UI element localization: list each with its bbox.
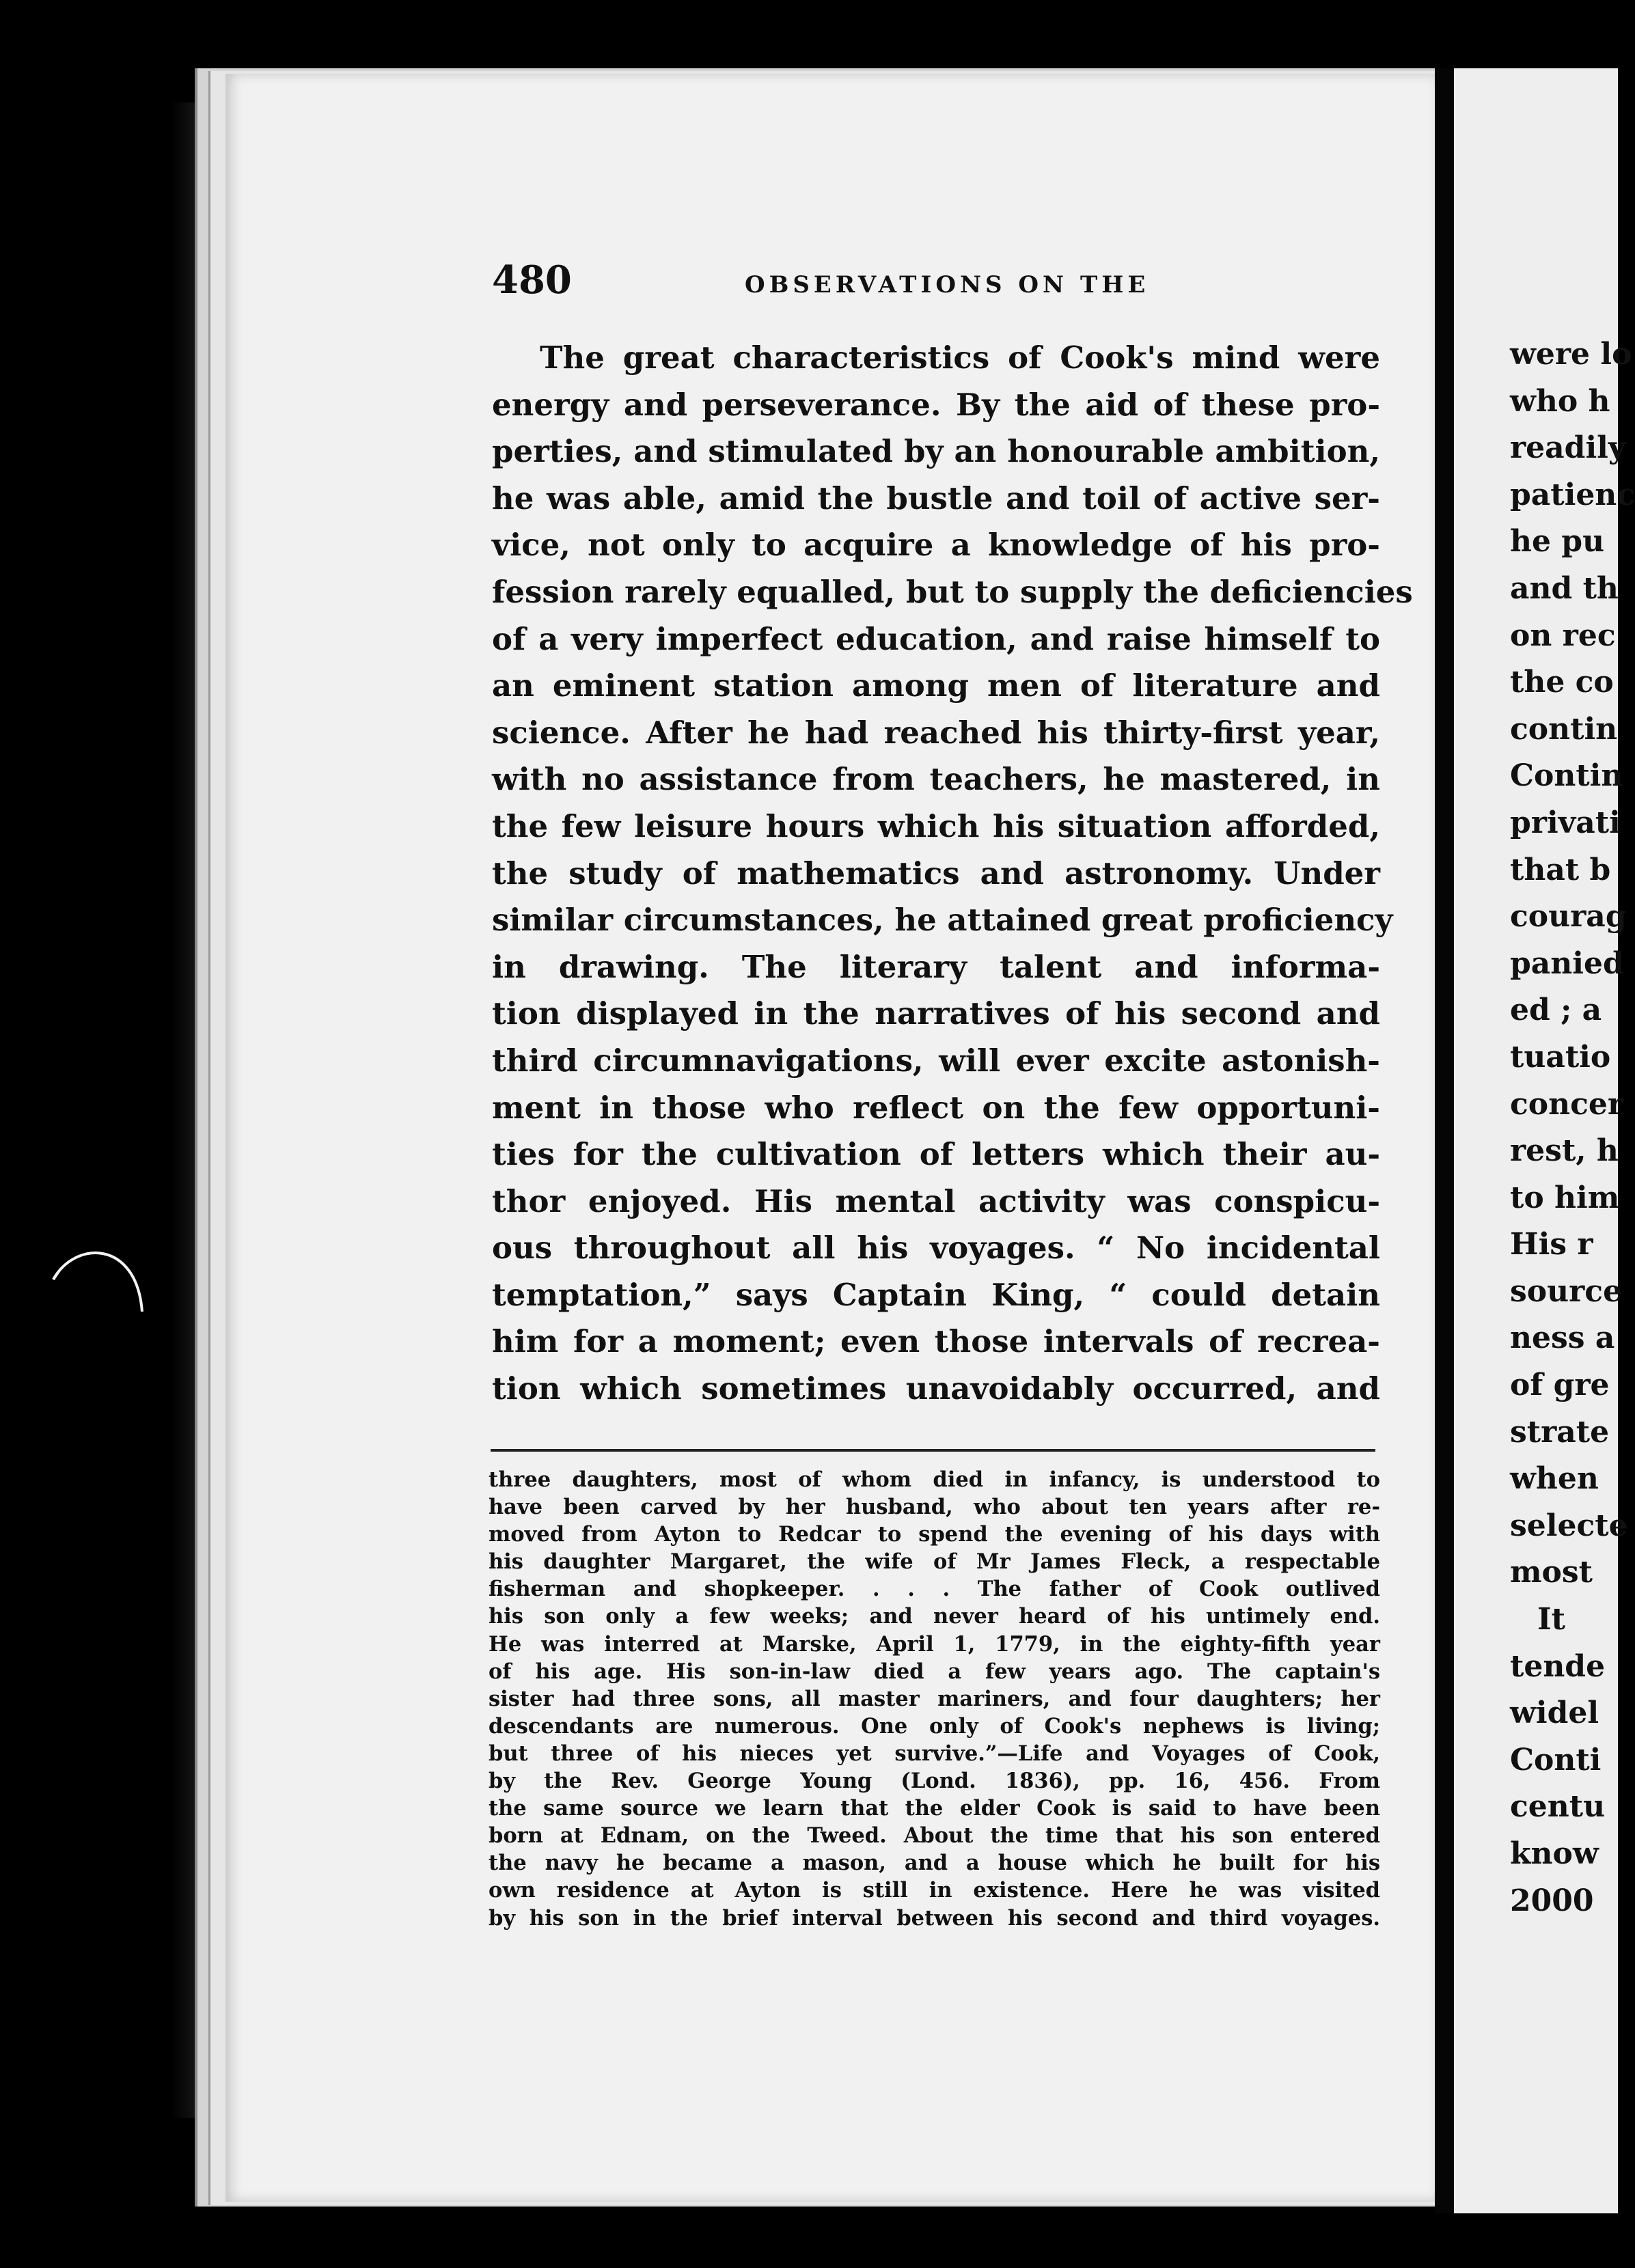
text-line: fession rarely equalled, but to supply the deficiencies	[492, 573, 1413, 610]
page-header	[492, 258, 1373, 319]
fragment-line: he pu	[1510, 524, 1605, 559]
text-line: science. After he had reached his thirty-first year,	[492, 714, 1380, 751]
fragment-line: to him	[1510, 1180, 1620, 1215]
text-line: with no assistance from teachers, he mastered, in	[492, 761, 1380, 798]
text-line: tion which sometimes unavoidably occurred, and	[492, 1370, 1380, 1407]
fragment-line: when	[1510, 1461, 1599, 1497]
footnote-line: three daughters, most of whom died in infancy, is understood to	[489, 1467, 1380, 1492]
footnote-line: born at Ednam, on the Tweed. About the time that his son entered	[489, 1823, 1380, 1849]
footnote-line: the same source we learn that the elder Cook is said to have been	[489, 1796, 1380, 1821]
running-title: OBSERVATIONS ON THE	[745, 271, 1150, 299]
fragment-line: His r	[1510, 1227, 1593, 1262]
footnote-line: by his son in the brief interval between his second and third voyages.	[489, 1905, 1380, 1931]
text-line: similar circumstances, he attained great proficiency	[492, 902, 1393, 939]
facing-page-text	[1510, 331, 1635, 1924]
text-line: vice, not only to acquire a knowledge of his pro-	[492, 527, 1380, 564]
text-line: in drawing. The literary talent and informa-	[492, 948, 1380, 985]
fragment-line: were lo	[1510, 337, 1632, 372]
footnote-rule	[491, 1449, 1375, 1452]
footnote-line: his daughter Margaret, the wife of Mr James Fleck, a respectable	[489, 1549, 1380, 1575]
fragment-line: tuatio	[1510, 1039, 1611, 1075]
text-line: ment in those who reflect on the few opportuni-	[492, 1089, 1380, 1126]
text-line: the study of mathematics and astronomy. Under	[492, 855, 1380, 891]
footnote-line: own residence at Ayton is still in existence. Here he was visited	[489, 1878, 1380, 1903]
text-line: ties for the cultivation of letters which their au-	[492, 1136, 1380, 1173]
text-line: thor enjoyed. His mental activity was conspicu-	[492, 1183, 1380, 1219]
left-dark-margin	[0, 0, 191, 2268]
fragment-line: Contin	[1510, 758, 1623, 794]
footnote-line: by the Rev. George Young (Lond. 1836), pp. 16, 456. From	[489, 1769, 1380, 1794]
footnote-line: the navy he became a mason, and a house which he built for his	[489, 1851, 1380, 1876]
footnote-line: of his age. His son-in-law died a few years ago. The captain's	[489, 1659, 1380, 1684]
page-number: 480	[492, 258, 572, 303]
text-line: The great characteristics of Cook's mind were	[540, 340, 1380, 376]
text-line: him for a moment; even those intervals of recrea-	[492, 1323, 1380, 1360]
fragment-line: widel	[1510, 1696, 1599, 1731]
text-line: he was able, amid the bustle and toil of active ser-	[492, 480, 1380, 516]
fragment-line: of gre	[1510, 1368, 1610, 1403]
footnote-line: fisherman and shopkeeper. . . . The father of Cook outlived	[489, 1577, 1380, 1602]
text-line: of a very imperfect education, and raise himself to	[492, 620, 1380, 657]
footnote-line: descendants are numerous. One only of Cook's nephews is living;	[489, 1713, 1380, 1739]
fragment-line: ness a	[1510, 1320, 1615, 1356]
fragment-line: and th	[1510, 570, 1619, 606]
text-line: temptation,” says Captain King, “ could detain	[492, 1276, 1380, 1313]
text-line: the few leisure hours which his situation afforded,	[492, 807, 1380, 844]
fragment-line: privati	[1510, 805, 1621, 840]
fragment-line: the co	[1510, 665, 1614, 700]
fragment-line: on rec	[1510, 618, 1616, 653]
facing-page-fragment	[1454, 68, 1635, 2213]
footnote-line: have been carved by her husband, who about ten years after re-	[489, 1495, 1380, 1520]
fragment-line: Conti	[1510, 1742, 1602, 1778]
fragment-line: selecte	[1510, 1508, 1628, 1543]
fragment-line: readily	[1510, 430, 1626, 466]
text-line: perties, and stimulated by an honourable ambition,	[492, 433, 1380, 470]
text-line: an eminent station among men of literature and	[492, 667, 1380, 704]
fragment-line: ed ; a	[1510, 993, 1602, 1028]
footnote-line: He was interred at Marske, April 1, 1779, in the eighty-fifth year	[489, 1631, 1380, 1657]
fragment-line: tende	[1510, 1648, 1606, 1684]
fragment-line: panied	[1510, 945, 1624, 981]
fragment-line: strate	[1510, 1414, 1610, 1450]
fragment-line: It	[1537, 1602, 1565, 1637]
main-paragraph	[492, 335, 1413, 1413]
fragment-line: source	[1510, 1273, 1623, 1309]
fragment-line: patienc	[1510, 477, 1635, 512]
page-gutter	[1435, 68, 1454, 2213]
footnote-line: but three of his nieces yet survive.”—Life and Voyages of Cook,	[489, 1741, 1380, 1766]
footnote-line: his son only a few weeks; and never heard of his untimely end.	[489, 1604, 1380, 1629]
pencil-margin-mark	[48, 1240, 150, 1322]
fragment-line: that b	[1510, 852, 1611, 887]
text-line: tion displayed in the narratives of his second and	[492, 995, 1380, 1032]
fragment-line: who h	[1510, 383, 1610, 419]
footnote	[489, 1466, 1380, 1932]
text-line: energy and perseverance. By the aid of these pro-	[492, 386, 1380, 423]
fragment-line: contin	[1510, 711, 1618, 747]
fragment-line: 2000	[1510, 1883, 1594, 1918]
fragment-line: courag	[1510, 899, 1627, 935]
fragment-line: concer	[1510, 1086, 1624, 1122]
text-line: ous throughout all his voyages. “ No incidental	[492, 1230, 1380, 1267]
fragment-line: most	[1510, 1555, 1593, 1590]
footnote-line: moved from Ayton to Redcar to spend the evening of his days with	[489, 1522, 1380, 1547]
footnote-line: sister had three sons, all master mariners, and four daughters; her	[489, 1686, 1380, 1711]
fragment-line: rest, h	[1510, 1133, 1619, 1169]
fragment-line: centu	[1510, 1789, 1606, 1825]
fragment-line: know	[1510, 1836, 1599, 1871]
text-line: third circumnavigations, will ever excite astonish-	[492, 1042, 1380, 1079]
